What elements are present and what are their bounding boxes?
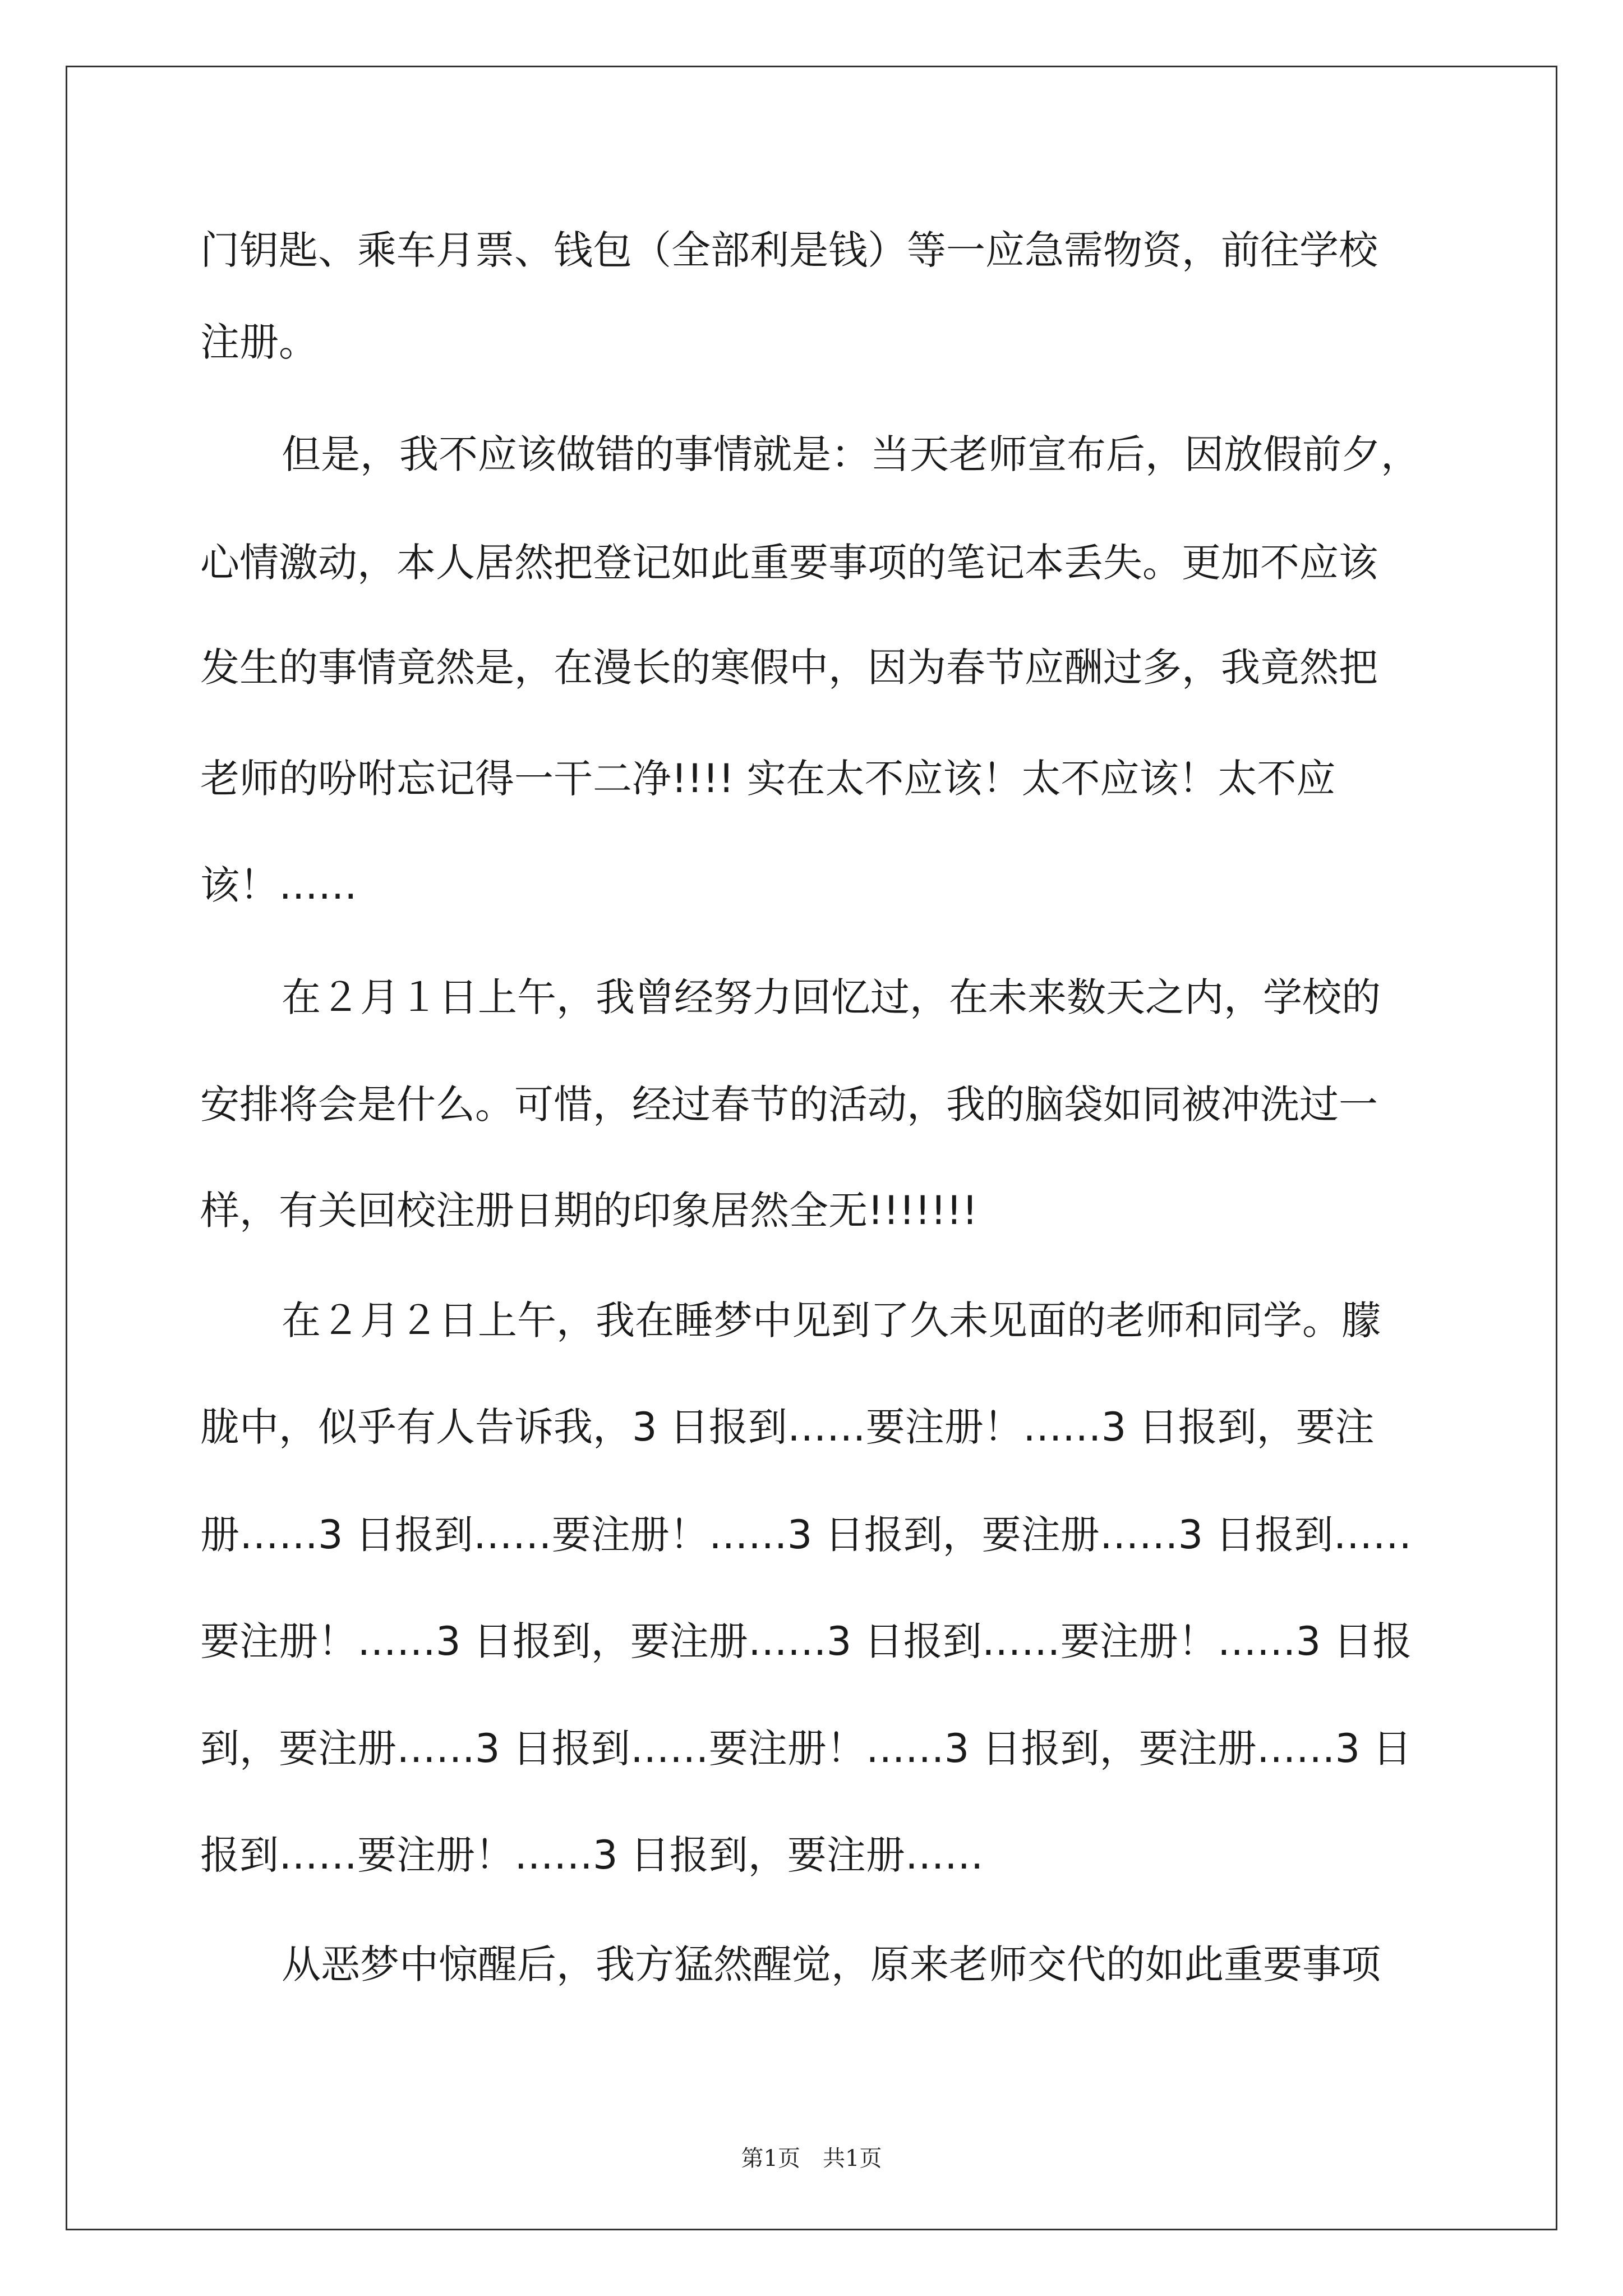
text-line: 册……3 日报到……要注册！……3 日报到，要注册……3 日报到…… [200, 1512, 1412, 1558]
page-border [66, 66, 1557, 2230]
text-line: 发生的事情竟然是，在漫长的寒假中，因为春节应酬过多，我竟然把 [200, 645, 1378, 691]
text-line: 该！…… [200, 862, 357, 908]
text-line: 老师的吩咐忘记得一干二净!!!! 实在太不应该！太不应该！太不应 [200, 756, 1336, 802]
text-line: 要注册！……3 日报到，要注册……3 日报到……要注册！……3 日报 [200, 1618, 1412, 1664]
text-line: 安排将会是什么。可惜，经过春节的活动，我的脑袋如同被冲洗过一 [200, 1082, 1378, 1128]
page-number: 第1页 [741, 2146, 800, 2171]
text-line: 在２月２日上午，我在睡梦中见到了久未见面的老师和同学。朦 [282, 1297, 1381, 1343]
text-line: 报到……要注册！……3 日报到，要注册…… [200, 1832, 984, 1878]
page-footer [0, 2144, 1623, 2173]
text-line: 到，要注册……3 日报到……要注册！……3 日报到，要注册……3 日 [200, 1726, 1412, 1772]
text-line: 心情激动，本人居然把登记如此重要事项的笔记本丢失。更加不应该 [200, 540, 1378, 586]
page-total: 共1页 [823, 2146, 882, 2171]
text-line: 样，有关回校注册日期的印象居然全无!!!!!!! [200, 1188, 978, 1234]
text-line: 从恶梦中惊醒后，我方猛然醒觉，原来老师交代的如此重要事项 [282, 1941, 1381, 1987]
text-line: 胧中，似乎有人告诉我，3 日报到……要注册！……3 日报到，要注 [200, 1404, 1375, 1450]
text-line: 但是，我不应该做错的事情就是：当天老师宣布后，因放假前夕， [282, 431, 1420, 477]
text-line: 在２月１日上午，我曾经努力回忆过，在未来数天之内，学校的 [282, 974, 1381, 1020]
text-line: 注册。 [200, 319, 318, 365]
text-line: 门钥匙、乘车月票、钱包（全部利是钱）等一应急需物资，前往学校 [200, 227, 1378, 273]
